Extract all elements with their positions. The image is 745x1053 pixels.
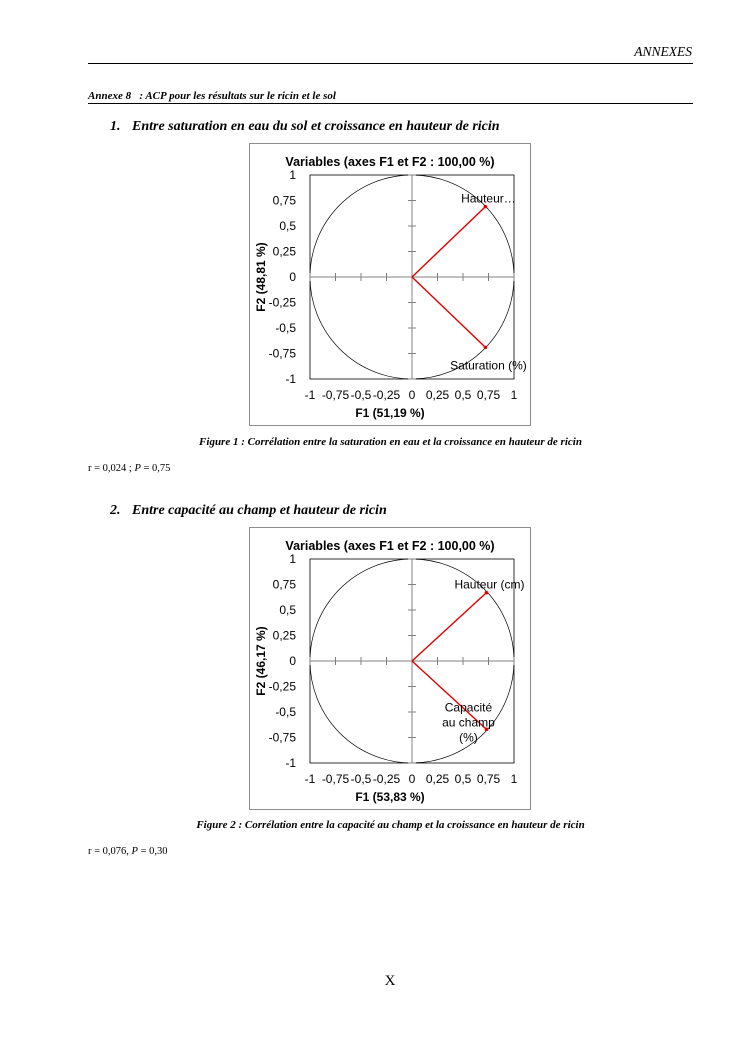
x-tick-label: 0: [408, 388, 416, 402]
y-tick-label: 0,5: [279, 219, 296, 233]
y-tick-label: -1: [285, 372, 296, 386]
x-tick-label: -0,75: [321, 388, 350, 402]
correlation-circle-chart-1: [249, 143, 531, 426]
x-axis-label: F1 (53,83 %): [355, 790, 425, 804]
y-tick-label: 0: [289, 654, 296, 668]
x-tick-label: -0,5: [350, 772, 372, 786]
x-tick-label: -1: [304, 388, 316, 402]
x-tick-label: 0,75: [476, 772, 501, 786]
variable-label-line: au champ: [442, 715, 495, 730]
variable-label: [442, 700, 495, 744]
section-1-title: Entre saturation en eau du sol et croissance en hauteur de ricin: [132, 119, 500, 134]
variable-label: Hauteur…: [461, 191, 516, 206]
y-tick-label: 1: [289, 168, 296, 182]
y-tick-label: -0,75: [268, 730, 296, 745]
variable-vector: [412, 593, 486, 661]
figure-2-p-label: P: [131, 846, 138, 857]
figure-2-caption: Figure 2 : Corrélation entre la capacité au champ et la croissance en hauteur de ricin: [196, 819, 585, 831]
y-tick-label: 1: [289, 552, 296, 566]
y-axis-label: F2 (46,17 %): [254, 626, 268, 696]
figure-2-p: = 0,30: [137, 846, 168, 857]
section-2-heading: [110, 503, 387, 519]
correlation-circle-chart-2: [249, 527, 531, 810]
x-tick-label: 0: [408, 772, 416, 786]
y-tick-label: -0,5: [275, 321, 296, 335]
x-tick-label: -0,5: [350, 388, 372, 402]
y-tick-label: 0,75: [272, 193, 296, 208]
x-tick-label: 1: [510, 772, 518, 786]
chart-1-svg: [250, 144, 530, 425]
y-tick-label: 0: [289, 270, 296, 284]
figure-1-caption: Figure 1 : Corrélation entre la saturation en eau et la croissance en hauteur de ricin: [199, 436, 582, 448]
x-tick-label: -1: [304, 772, 316, 786]
variable-label: Saturation (%): [450, 358, 527, 373]
x-tick-label: -0,25: [372, 388, 401, 402]
x-tick-label: 1: [510, 388, 518, 402]
x-tick-label: 0,75: [476, 388, 501, 402]
annex-rule: [88, 103, 693, 104]
y-tick-label: -0,25: [268, 295, 296, 310]
y-tick-label: -0,25: [268, 679, 296, 694]
section-2-title: Entre capacité au champ et hauteur de ricin: [132, 503, 387, 518]
variable-point: [484, 346, 488, 350]
figure-2-statistics: [88, 846, 168, 857]
figure-1-p: = 0,75: [140, 463, 171, 474]
annex-title: Annexe 8 : ACP pour les résultats sur le ricin et le sol: [88, 90, 336, 102]
section-1-heading: [110, 119, 500, 135]
y-tick-label: 0,75: [272, 577, 296, 592]
variable-label: Hauteur (cm): [454, 577, 525, 592]
variable-label-line: (%): [459, 730, 478, 745]
y-axis-label: F2 (48,81 %): [254, 242, 268, 312]
section-2-number: 2.: [110, 503, 121, 518]
y-tick-label: 0,25: [272, 244, 296, 259]
header-rule: [88, 63, 693, 64]
x-tick-label: 0,25: [425, 388, 450, 402]
figure-2-r: r = 0,076,: [88, 846, 132, 857]
y-tick-label: -1: [285, 756, 296, 770]
page-number: X: [384, 973, 396, 989]
variable-vector: [412, 207, 485, 277]
chart-title: Variables (axes F1 et F2 : 100,00 %): [285, 155, 495, 169]
x-tick-label: -0,25: [372, 772, 401, 786]
y-tick-label: -0,75: [268, 346, 296, 361]
running-header: ANNEXES: [634, 44, 692, 59]
section-1-number: 1.: [110, 119, 121, 134]
y-tick-label: 0,5: [279, 603, 296, 617]
chart-title: Variables (axes F1 et F2 : 100,00 %): [285, 539, 495, 553]
chart-2-svg: [250, 528, 530, 809]
x-axis-label: F1 (51,19 %): [355, 406, 425, 420]
y-tick-label: -0,5: [275, 705, 296, 719]
figure-1-r: r = 0,024 ;: [88, 463, 135, 474]
x-tick-label: 0,5: [454, 388, 472, 402]
x-tick-label: 0,25: [425, 772, 450, 786]
y-tick-label: 0,25: [272, 628, 296, 643]
figure-1-statistics: [88, 463, 170, 474]
variable-vector: [412, 277, 485, 347]
x-tick-label: -0,75: [321, 772, 350, 786]
x-tick-label: 0,5: [454, 772, 472, 786]
variable-label-line: Capacité: [444, 700, 493, 715]
figure-1-p-label: P: [134, 463, 141, 474]
